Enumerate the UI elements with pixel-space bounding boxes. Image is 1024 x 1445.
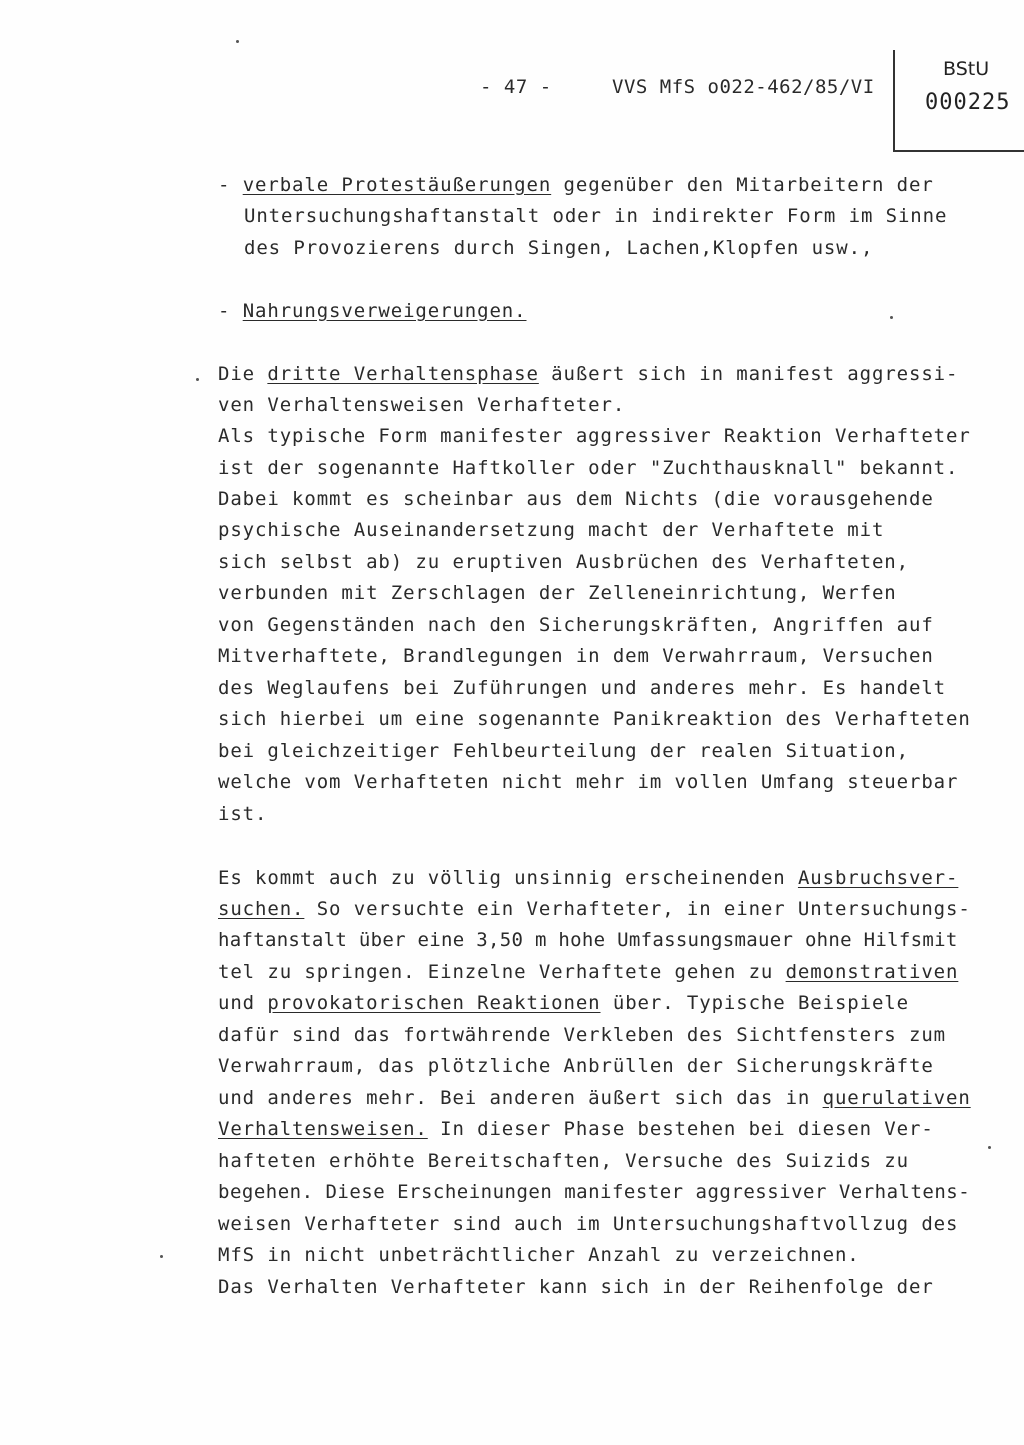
document-reference: VVS MfS o022-462/85/VI (612, 76, 875, 98)
underlined-term: provokatorischen Reaktionen (267, 992, 601, 1014)
p1-line-2: ven Verhaltensweisen Verhafteter. (218, 394, 626, 416)
underlined-term: querulativen (822, 1087, 971, 1109)
p1-line-3: Als typische Form manifester aggressiver Reaktion Verhafteter (218, 425, 971, 447)
p2-line-14: Das Verhalten Verhafteter kann sich in der Reihenfolge der (218, 1276, 934, 1298)
p2-line-3: haftanstalt über eine 3,50 m hohe Umfassungsmauer ohne Hilfsmit (218, 929, 958, 951)
page-header (480, 76, 875, 164)
p2-line-5 (218, 992, 909, 1014)
p1-line-6: psychische Auseinandersetzung macht der Verhaftete mit (218, 519, 885, 541)
p1-line-11: des Weglaufens bei Zuführungen und anderes mehr. Es handelt (218, 677, 946, 699)
text-span: So versuchte ein Verhafteter, in einer Untersuchungs- (304, 898, 971, 920)
underlined-term: Nahrungsverweigerungen. (242, 300, 527, 322)
p1-line-12: sich hierbei um eine sogenannte Panikreaktion des Verhafteten (218, 708, 971, 730)
underlined-term: dritte Verhaltensphase (267, 363, 539, 385)
bullet-2-line-1 (218, 300, 526, 322)
underlined-term: verbale Protestäußerungen (242, 174, 552, 196)
p2-line-12: weisen Verhafteter sind auch im Untersuchungshaftvollzug des (218, 1213, 959, 1235)
p2-line-9 (218, 1118, 934, 1140)
text-span: Die (218, 363, 268, 385)
p1-line-5: Dabei kommt es scheinbar aus dem Nichts (die vorausgehende (218, 488, 934, 510)
text-span: über. Typische Beispiele (600, 992, 909, 1014)
p1-line-14: welche vom Verhafteten nicht mehr im vollen Umfang steuerbar (218, 771, 959, 793)
underlined-term: demonstrativen (785, 961, 959, 983)
p1-line-15: ist. (218, 803, 268, 825)
p1-line-4: ist der sogenannte Haftkoller oder "Zuchthausknall" bekannt. (218, 457, 959, 479)
bullet-1-line-3: des Provozierens durch Singen, Lachen,Klopfen usw., (244, 237, 874, 259)
page-number: - 47 - (480, 76, 552, 98)
p2-line-2 (218, 898, 971, 920)
stamp-title: BStU (943, 58, 990, 80)
bullet-dash: - (218, 300, 231, 322)
scan-speck (160, 1255, 163, 1258)
p2-line-10: hafteten erhöhte Bereitschaften, Versuche des Suizids zu (218, 1150, 909, 1172)
text-span: gegenüber den Mitarbeitern der (551, 174, 934, 196)
underlined-term: Ausbruchsver- (797, 867, 959, 889)
archive-stamp (893, 50, 1024, 152)
scan-speck (196, 378, 199, 381)
scan-speck (988, 1146, 991, 1149)
text-span: äußert sich in manifest aggressi- (538, 363, 959, 385)
p2-line-6: dafür sind das fortwährende Verkleben des Sichtfensters zum (218, 1024, 946, 1046)
underlined-term: suchen. (218, 898, 305, 920)
p2-line-7: Verwahrraum, das plötzliche Anbrüllen der Sicherungskräfte (218, 1055, 934, 1077)
p1-line-13: bei gleichzeitiger Fehlbeurteilung der realen Situation, (218, 740, 909, 762)
p2-line-1 (218, 867, 958, 889)
p1-line-8: verbunden mit Zerschlagen der Zelleneinrichtung, Werfen (218, 582, 897, 604)
text-span: tel zu springen. Einzelne Verhaftete gehen zu (218, 961, 786, 983)
text-span: und anderes mehr. Bei anderen äußert sich das in (218, 1087, 823, 1109)
p2-line-13: MfS in nicht unbeträchtlicher Anzahl zu verzeichnen. (218, 1244, 860, 1266)
text-span: In dieser Phase bestehen bei diesen Ver- (427, 1118, 934, 1140)
p2-line-11: begehen. Diese Erscheinungen manifester aggressiver Verhaltens- (218, 1181, 971, 1203)
text-span: Es kommt auch zu völlig unsinnig erscheinenden (218, 867, 798, 889)
text-span: und (218, 992, 268, 1014)
p1-line-9: von Gegenständen nach den Sicherungskräften, Angriffen auf (218, 614, 934, 636)
p1-line-10: Mitverhaftete, Brandlegungen in dem Verwahrraum, Versuchen (218, 645, 934, 667)
p2-line-4 (218, 961, 958, 983)
bullet-dash: - (218, 174, 231, 196)
underlined-term: Verhaltensweisen. (218, 1118, 428, 1140)
p2-line-8 (218, 1087, 971, 1109)
p1-line-7: sich selbst ab) zu eruptiven Ausbrüchen des Verhafteten, (218, 551, 909, 573)
bullet-1-line-1 (218, 174, 934, 196)
p1-line-1 (218, 363, 958, 385)
stamp-number: 000225 (925, 90, 1011, 115)
scan-speck (890, 316, 893, 319)
bullet-1-line-2: Untersuchungshaftanstalt oder in indirekter Form im Sinne (244, 205, 948, 227)
scan-speck (236, 40, 239, 43)
